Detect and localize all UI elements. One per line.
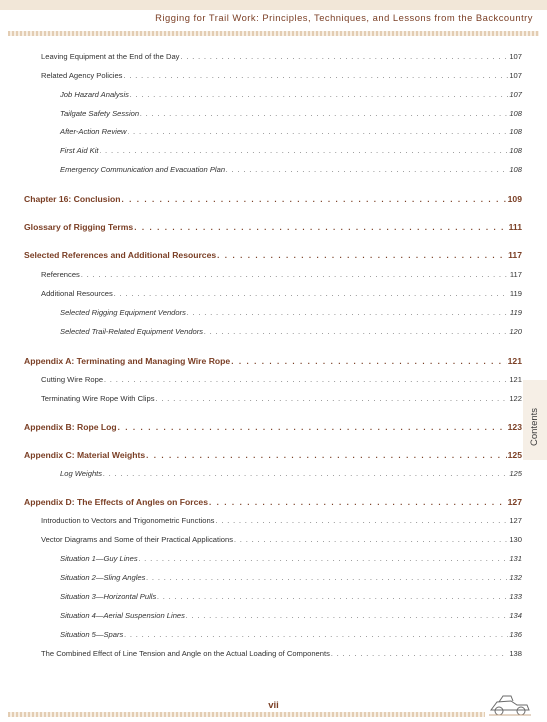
header-rule	[8, 31, 539, 36]
toc-entry-page: 136	[509, 630, 522, 639]
dot-leader	[114, 291, 509, 298]
toc-entry-page: 133	[509, 592, 522, 601]
toc-entry-title: Tailgate Safety Session	[60, 109, 140, 118]
toc-entry-page: 123	[507, 422, 522, 432]
toc-entry	[24, 469, 522, 481]
dot-leader	[146, 575, 508, 582]
toc-entry	[24, 165, 522, 177]
dot-leader	[130, 92, 508, 99]
toc-entry-title: Vector Diagrams and Some of their Practical Applications	[41, 535, 234, 544]
toc-entry	[24, 535, 522, 547]
toc-entry-title: Chapter 16: Conclusion	[24, 194, 121, 204]
toc-entry	[24, 71, 522, 83]
toc-entry-page: 121	[507, 356, 522, 366]
dot-leader	[186, 613, 508, 620]
dot-leader	[187, 310, 509, 317]
toc-entry-title: Related Agency Policies	[41, 71, 123, 80]
toc-entry-title: After-Action Review	[60, 127, 127, 136]
toc-entry-title: Job Hazard Analysis	[60, 90, 129, 99]
toc-entry-title: Selected References and Additional Resources	[24, 250, 217, 260]
toc-entry-page: 132	[509, 573, 522, 582]
toc-entry-page: 119	[509, 289, 522, 298]
toc-entry-title: First Aid Kit	[60, 146, 99, 155]
toc-entry-title: Situation 5—Spars	[60, 630, 124, 639]
toc-entry	[24, 516, 522, 528]
toc-entry	[24, 611, 522, 623]
contents-side-tab	[523, 380, 547, 460]
dot-leader	[140, 111, 508, 118]
toc-entry-title: Appendix D: The Effects of Angles on Forces	[24, 497, 208, 507]
toc-entry-page: 120	[509, 327, 522, 336]
toc-entry-page: 117	[508, 250, 522, 260]
toc-entry-title: Emergency Communication and Evacuation Plan	[60, 165, 226, 174]
toc-entry-page: 125	[509, 469, 522, 478]
toc-entry	[24, 270, 522, 282]
toc-entry-page: 131	[509, 554, 522, 563]
toc-entry	[24, 375, 522, 387]
toc-entry	[24, 308, 522, 320]
toc-chapter-entry	[24, 194, 522, 206]
dot-leader	[217, 251, 507, 260]
toc-entry-title: Cutting Wire Rope	[41, 375, 104, 384]
dot-leader	[215, 518, 508, 525]
toc-entry-page: 111	[508, 222, 522, 232]
toc-entry	[24, 630, 522, 642]
toc-entry-page: 127	[507, 497, 522, 507]
dot-leader	[226, 167, 508, 174]
dot-leader	[121, 195, 506, 204]
toc-entry	[24, 649, 522, 661]
toc-chapter-entry	[24, 497, 522, 509]
dot-leader	[123, 73, 508, 80]
toc-entry	[24, 554, 522, 566]
dot-leader	[234, 537, 508, 544]
toc-entry-page: 125	[507, 450, 522, 460]
toc-chapter-entry	[24, 222, 522, 234]
toc-entry	[24, 573, 522, 585]
toc-chapter-entry	[24, 356, 522, 368]
toc-entry-title: Leaving Equipment at the End of the Day	[41, 52, 180, 61]
toc-entry-page: 127	[509, 516, 522, 525]
toc-entry-title: Additional Resources	[41, 289, 113, 298]
toc-entry-page: 122	[509, 394, 522, 403]
dot-leader	[104, 377, 508, 384]
dot-leader	[204, 329, 508, 336]
toc-chapter-entry	[24, 450, 522, 462]
toc-entry-page: 134	[509, 611, 522, 620]
page-number: vii	[268, 700, 279, 711]
dot-leader	[128, 129, 509, 136]
toc-chapter-entry	[24, 250, 522, 262]
toc-entry-page: 121	[509, 375, 522, 384]
toc-chapter-entry	[24, 422, 522, 434]
toc-entry-title: References	[41, 270, 80, 279]
toc-entry-page: 108	[509, 109, 522, 118]
toc-entry	[24, 90, 522, 102]
trail-vehicle-icon	[487, 690, 533, 718]
toc-entry	[24, 289, 522, 301]
toc-entry-page: 107	[509, 52, 522, 61]
footer-rule	[8, 712, 485, 717]
dot-leader	[209, 498, 507, 507]
toc-entry-page: 117	[509, 270, 522, 279]
toc-entry-title: Appendix B: Rope Log	[24, 422, 117, 432]
toc-entry-page: 119	[509, 308, 522, 317]
dot-leader	[231, 357, 506, 366]
toc-entry-page: 109	[507, 194, 522, 204]
dot-leader	[118, 423, 507, 432]
dot-leader	[81, 272, 509, 279]
toc-entry-title: Situation 1—Guy Lines	[60, 554, 138, 563]
running-head: Rigging for Trail Work: Principles, Techniques, and Lessons from the Backcountry	[155, 12, 533, 23]
dot-leader	[157, 594, 508, 601]
toc-entry	[24, 394, 522, 406]
toc-entry-page: 138	[509, 649, 522, 658]
toc-entry	[24, 327, 522, 339]
toc-entry	[24, 52, 522, 64]
dot-leader	[180, 54, 508, 61]
dot-leader	[331, 651, 508, 658]
toc-entry-page: 107	[509, 90, 522, 99]
toc-entry-title: Appendix C: Material Weights	[24, 450, 146, 460]
toc-entry-page: 108	[509, 146, 522, 155]
toc-entry	[24, 146, 522, 158]
toc-entry-title: Terminating Wire Rope With Clips	[41, 394, 155, 403]
toc-entry-title: Glossary of Rigging Terms	[24, 222, 134, 232]
dot-leader	[100, 148, 509, 155]
toc-entry-title: Selected Trail-Related Equipment Vendors	[60, 327, 204, 336]
toc-entry-title: Selected Rigging Equipment Vendors	[60, 308, 186, 317]
header-bar	[0, 0, 547, 10]
toc-entry-page: 108	[509, 127, 522, 136]
toc-entry-title: Situation 2—Sling Angles	[60, 573, 146, 582]
dot-leader	[124, 632, 508, 639]
toc-entry-title: Appendix A: Terminating and Managing Wire Rope	[24, 356, 231, 366]
dot-leader	[146, 451, 507, 460]
toc-entry-page: 108	[509, 165, 522, 174]
toc-entry	[24, 127, 522, 139]
side-tab-label: Contents	[529, 407, 540, 446]
toc-entry	[24, 109, 522, 121]
toc-entry-page: 130	[509, 535, 522, 544]
toc-entry-page: 107	[509, 71, 522, 80]
dot-leader	[156, 396, 509, 403]
dot-leader	[134, 223, 507, 232]
toc-entry-title: Situation 4—Aerial Suspension Lines	[60, 611, 185, 620]
dot-leader	[103, 471, 508, 478]
toc-entry-title: The Combined Effect of Line Tension and Angle on the Actual Loading of Components	[41, 649, 330, 658]
toc-entry	[24, 592, 522, 604]
dot-leader	[139, 556, 509, 563]
toc-entry-title: Introduction to Vectors and Trigonometric Functions	[41, 516, 215, 525]
toc-entry-title: Log Weights	[60, 469, 103, 478]
toc-entry-title: Situation 3—Horizontal Pulls	[60, 592, 157, 601]
